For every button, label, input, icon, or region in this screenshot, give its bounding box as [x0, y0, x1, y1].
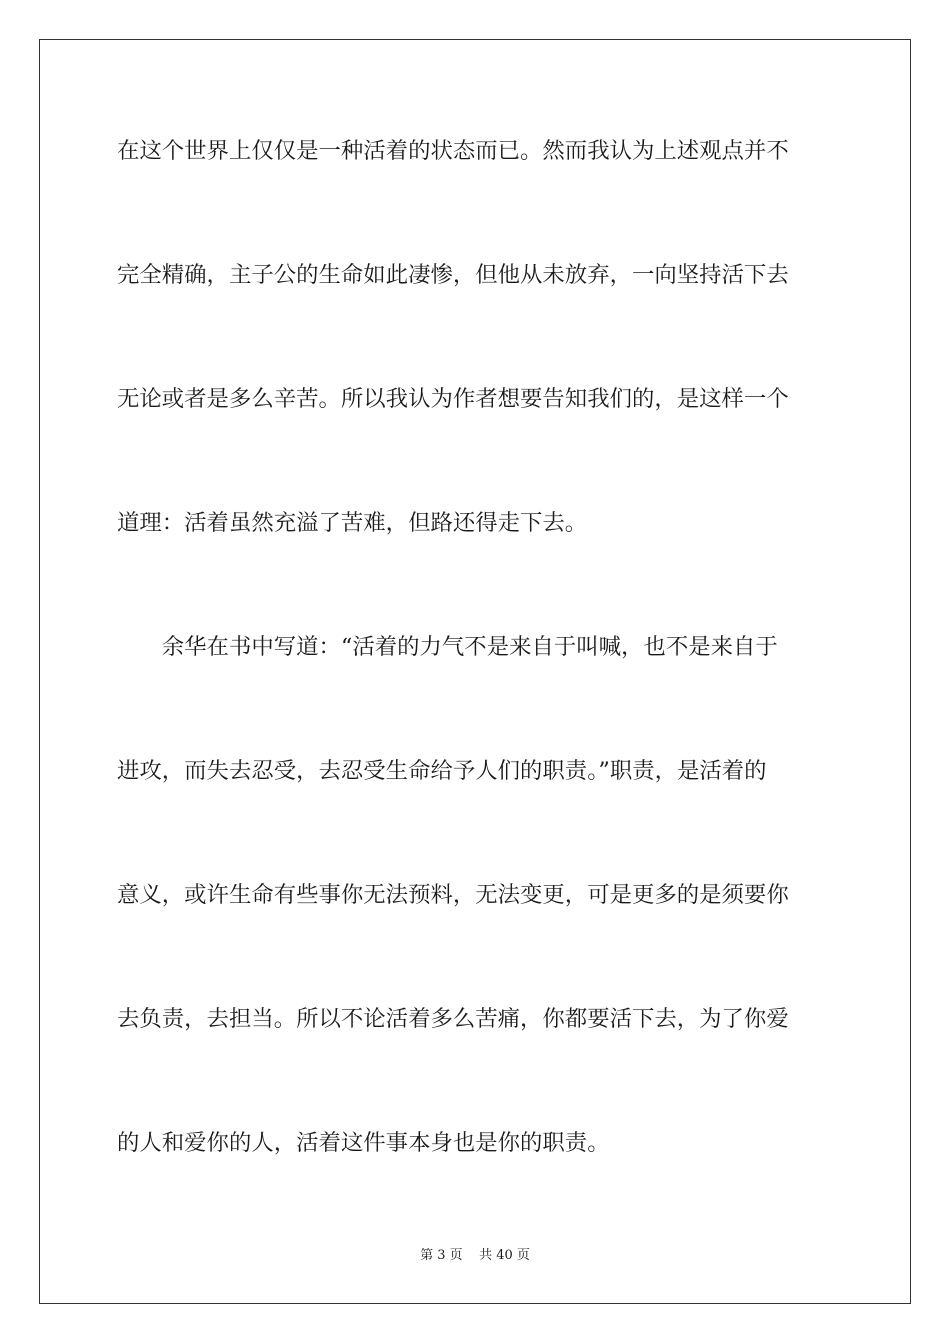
text-line-2: 完全精确，主子公的生命如此凄惨，但他从未放弃，一向坚持活下去 — [117, 262, 789, 288]
text-line-3: 无论或者是多么辛苦。所以我认为作者想要告知我们的，是这样一个 — [117, 386, 789, 412]
text-line-1: 在这个世界上仅仅是一种活着的状态而已。然而我认为上述观点并不 — [117, 138, 789, 164]
page-border — [39, 39, 911, 1304]
text-line-7: 意义，或许生命有些事你无法预料，无法变更，可是更多的是须要你 — [117, 882, 789, 908]
text-line-5: 余华在书中写道：“活着的力气不是来自于叫喊，也不是来自于 — [117, 634, 778, 660]
text-line-6: 进攻，而失去忍受，去忍受生命给予人们的职责。”职责，是活着的 — [117, 758, 767, 784]
text-line-8: 去负责，去担当。所以不论活着多么苦痛，你都要活下去，为了你爱 — [117, 1006, 789, 1032]
text-line-4: 道理：活着虽然充溢了苦难，但路还得走下去。 — [117, 510, 588, 536]
text-line-9: 的人和爱你的人，活着这件事本身也是你的职责。 — [117, 1130, 610, 1156]
page-number-footer: 第 3 页 共 40 页 — [420, 1248, 530, 1263]
